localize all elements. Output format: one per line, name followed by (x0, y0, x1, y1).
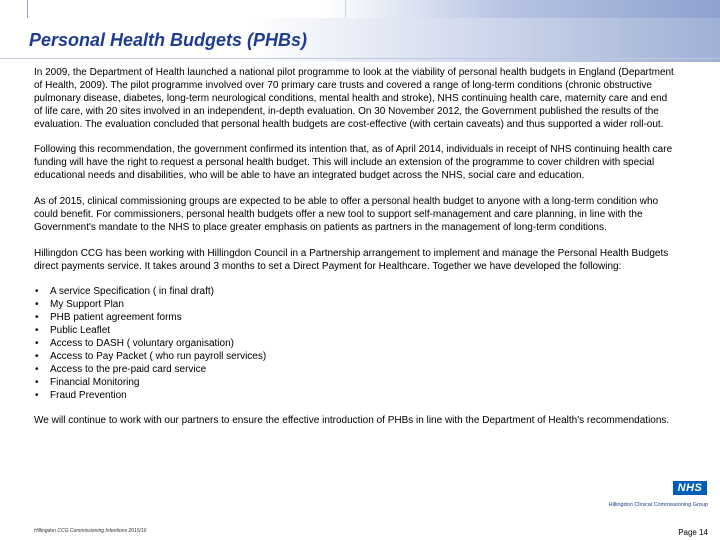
list-item: • My Support Plan (34, 299, 674, 312)
header-stripe (0, 0, 720, 18)
deliverables-list (34, 286, 674, 402)
title-rule (0, 58, 720, 59)
paragraph: As of 2015, clinical commissioning groups are expected to be able to offer a personal health budget to anyone with a long-term condition who could benefit. For commissioners, personal health budgets offer a new tool to support self-management and care planning, in line with the Government's mandate to the NHS to place greater emphasis on patients as partners in the management of long-term conditions. (34, 196, 659, 233)
list-item: • A service Specification ( in final draft) (34, 286, 674, 299)
page-number: Page 14 (678, 528, 708, 537)
paragraph: In 2009, the Department of Health launched a national pilot programme to look at the viability of personal health budgets in England (Department of Health, 2009). The pilot programme involved over 70 primary care trusts and covered a range of long-term conditions (chronic obstructive pulmonary disease, diabetes, long-term neurological conditions, mental health and stroke), NHS continuing health care, maternity care and end of life care, with 20 sites involved in an independent, in-depth evaluation. On 30 November 2012, the Government published the results of the evaluation. The evaluation concluded that personal health budgets are cost-effective (with certain caveats) and thus supported a wider roll-out. (34, 67, 674, 130)
nhs-logo: NHS (673, 481, 707, 495)
header-divider (27, 0, 28, 18)
list-item: • Fraud Prevention (34, 390, 674, 403)
list-item: • Access to Pay Packet ( who run payroll services) (34, 351, 674, 364)
list-item: • Public Leaflet (34, 325, 674, 338)
list-item: • PHB patient agreement forms (34, 312, 674, 325)
page-title: Personal Health Budgets (PHBs) (29, 30, 308, 50)
header-divider (345, 0, 346, 18)
organisation-name: Hillingdon Clinical Commissioning Group (608, 502, 708, 508)
list-item: • Access to the pre-paid card service (34, 364, 674, 377)
footer-document-title: Hillingdon CCG Commissioning Intentions 2015/16 (34, 528, 147, 534)
list-item: • Access to DASH ( voluntary organisation) (34, 338, 674, 351)
list-item: • Financial Monitoring (34, 377, 674, 390)
paragraph: Hillingdon CCG has been working with Hillingdon Council in a Partnership arrangement to implement and manage the Personal Health Budgets direct payments service. It takes around 3 months to set a Direct Payment for Healthcare. Together we have developed the following: (34, 247, 669, 272)
closing-paragraph: We will continue to work with our partners to ensure the effective introduction of PHBs in line with the Department of Health's recommendations. (34, 415, 670, 427)
paragraph: Following this recommendation, the government confirmed its intention that, as of April 2014, individuals in receipt of NHS continuing health care funding will have the right to request a personal health budget. This will include an extension of the programme to cover children with special educational needs and disabilities, who will be able to have an integrated budget across the NHS, social care and education. (34, 144, 673, 182)
body-content (34, 67, 674, 441)
